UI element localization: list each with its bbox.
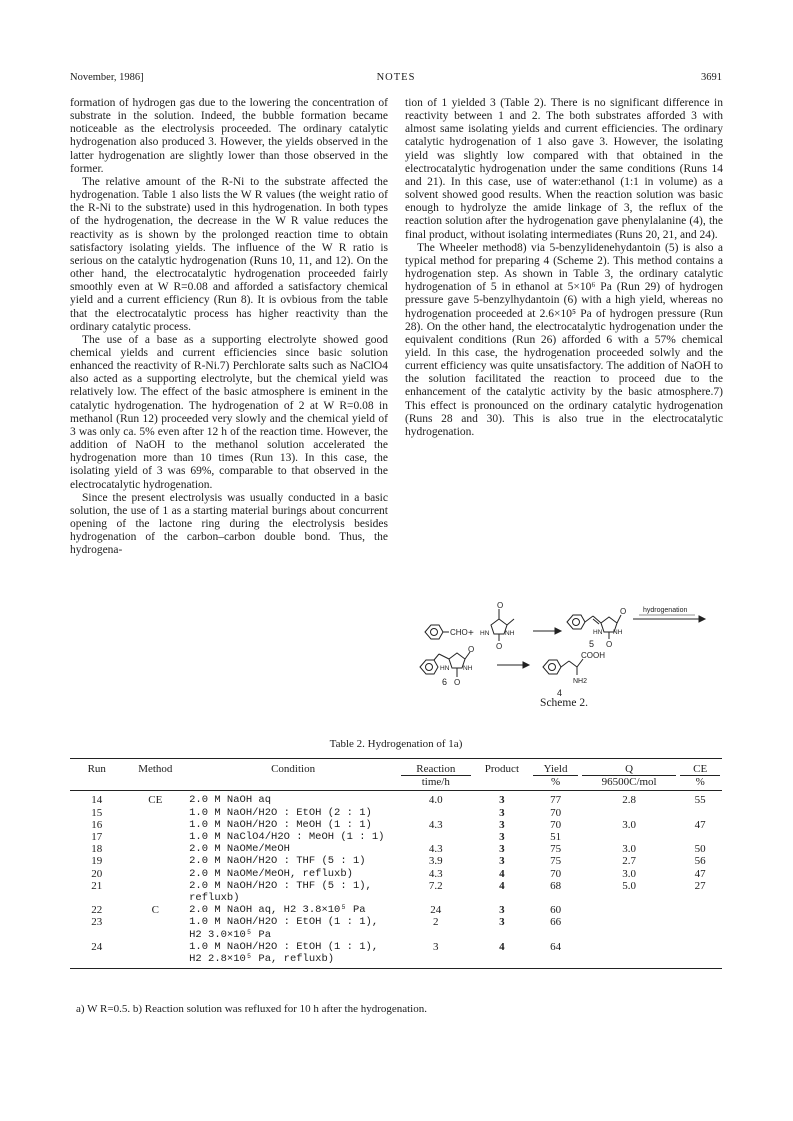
cell-run: 19 (91, 855, 103, 868)
cell-condition (187, 855, 399, 867)
table-row (70, 831, 722, 843)
cell-run: 18 (91, 843, 103, 856)
paragraph: The use of a base as a supporting electrolyte showed good chemical yields and current efficiencies since basic solution enhanced the reactivity of R-Ni.7) Perchlorate salts such as NaClO4 also acted as a supporting electrolyte, but the chemical yield was relatively low. The effect of the basic atmosphere is eminent in the catalytic hydrogenation. The hydrogenation of 2 at W R=0.08 in methanol (Run 12) proceeded very slowly and the chemical yield of 3 was only ca. 5% even after 12 h of the reaction time. However, the addition of NaOH to the methanol solution accelerated the hydrogenation more than 10 times (Run 13). In this case, the isolating yield of 3 was 69%, comparable to that observed in the electrocatalytic hydrogenation. (70, 333, 388, 491)
cell-run: 21 (91, 879, 103, 892)
cell-ce: 27 (694, 879, 706, 892)
cell-time: 2 (433, 916, 439, 929)
cell-product: 4 (499, 867, 505, 880)
cell-ce: 47 (694, 867, 706, 880)
col-header-reaction: Reaction (399, 759, 473, 776)
cell-q: 3.0 (622, 867, 636, 880)
paragraph: tion of 1 yielded 3 (Table 2). There is no significant difference in reactivity between 1 and 2. The both substrates afforded 3 with almost same isolating yields and current efficiencies. The ordinary catalytic hydrogenation of 1 also gave 3. However, the isolating yield was slightly low compared with that obtained in the electrocatalytic hydrogenation under the same conditions (Runs 14 and 21). In this case, use of water:ethanol (1:1 in volume) as a solvent showed good results. When the reaction solution was basic enough to hydrolyze the amide linkage of 3, the reflux of the reaction solution after the hydrogenation gave phenylalanine (4), the final product, without isolating intermediates (Runs 20, 21, and 24). (405, 97, 723, 241)
cell-condition (187, 807, 399, 819)
cell-q (580, 831, 678, 843)
table-row (70, 807, 722, 819)
cell-method (124, 855, 188, 867)
condition-line: 1.0 M NaClO4/H2O : MeOH (1 : 1) (189, 831, 385, 844)
left-column (70, 97, 388, 557)
cell-condition (187, 941, 399, 969)
table-row (70, 941, 722, 969)
cell-q: 3.0 (622, 818, 636, 831)
header-date: November, 1986] (70, 72, 144, 83)
col-header-product: Product (473, 759, 532, 776)
cell-time: 3.9 (428, 855, 443, 868)
cell-run: 20 (91, 867, 103, 880)
condition-line: 1.0 M NaOH/H2O : MeOH (1 : 1) (189, 818, 372, 831)
col-header-condition: Condition (187, 759, 399, 776)
cell-condition (187, 880, 399, 904)
cell-yield: 64 (531, 941, 580, 969)
cell-method: C (151, 904, 159, 917)
condition-line: H2 2.8×10⁵ Pa, refluxb) (189, 953, 335, 966)
atom-label: HN (593, 629, 603, 636)
cell-yield: 77 (550, 794, 562, 807)
condition-line: H2 3.0×10⁵ Pa (189, 928, 272, 941)
table-row (70, 855, 722, 867)
cell-yield: 75 (550, 843, 562, 856)
cell-condition (187, 868, 399, 880)
cell-yield: 66 (550, 916, 562, 929)
cell-product: 3 (499, 831, 505, 844)
cell-time (399, 807, 473, 819)
atom-label: NH (613, 629, 623, 636)
cell-q: 2.8 (622, 794, 636, 807)
cell-product: 3 (499, 843, 505, 856)
cell-product: 3 (499, 806, 505, 819)
benzene-ring (420, 660, 438, 674)
atom-label: O (497, 601, 504, 610)
col-unit-ce: % (680, 775, 720, 788)
cell-run: 23 (91, 916, 103, 929)
atom-label: HN (480, 630, 490, 637)
compound-label-4: 4 (557, 688, 563, 698)
cell-method (124, 880, 188, 904)
compound-label-5: 5 (589, 639, 595, 649)
col-unit-yield: % (533, 775, 578, 788)
col-header-yield: Yield (531, 759, 580, 776)
condition-line: 2.0 M NaOH aq (189, 794, 272, 807)
cell-method (124, 831, 188, 843)
cell-product: 3 (499, 855, 505, 868)
cell-time: 4.3 (428, 867, 443, 880)
cell-yield: 68 (550, 879, 562, 892)
cell-method (124, 807, 188, 819)
cell-yield: 60 (550, 904, 562, 917)
table-row (70, 843, 722, 855)
table-caption: Table 2. Hydrogenation of 1a) (329, 738, 463, 750)
paragraph: formation of hydrogen gas due to the lowering the concentration of substrate in the solution. Indeed, the bubble formation became noticeable as the electrolysis proceeded. The ordinary catalytic hydrogenation also produced 3. However, the yields observed in the latter hydrogenation are slightly lower than those observed in the former. (70, 97, 388, 175)
cell-yield: 70 (550, 806, 562, 819)
cell-time: 24 (430, 904, 442, 917)
cell-yield: 70 (550, 818, 562, 831)
condition-line: 2.0 M NaOH/H2O : THF (5 : 1), refluxb) (189, 879, 372, 905)
cooh-label: COOH (581, 651, 605, 660)
cell-product: 3 (499, 904, 505, 917)
arrow-label: hydrogenation (643, 607, 688, 614)
plus-sign: + (468, 628, 474, 639)
condition-line: 1.0 M NaOH/H2O : EtOH (1 : 1), (189, 916, 379, 929)
cell-method (124, 843, 188, 855)
cell-condition (187, 819, 399, 831)
cell-product: 3 (499, 916, 505, 929)
cell-ce (678, 831, 722, 843)
cell-q (580, 916, 678, 940)
cell-run: 17 (91, 831, 103, 844)
cell-time: 4.3 (428, 843, 443, 856)
cell-q (580, 904, 678, 916)
cell-time: 3 (399, 941, 473, 969)
cell-q (580, 941, 678, 969)
cell-product: 4 (473, 941, 532, 969)
nh2-label: NH2 (573, 678, 588, 685)
cell-q: 5.0 (622, 879, 636, 892)
page-header (70, 72, 722, 88)
atom-label: NH (505, 630, 515, 637)
right-column (405, 97, 723, 439)
paragraph: Since the present electrolysis was usually conducted in a basic solution, the use of 1 as a starting material burings about concurrent opening of the lactone ring during the electrolysis besides hydrogenation of the carbon–carbon double bond. Thus, the hydrogena- (70, 491, 388, 557)
table-row (70, 868, 722, 880)
cell-method (124, 941, 188, 969)
cell-condition (187, 791, 399, 807)
table-2 (70, 758, 722, 969)
table-row (70, 791, 722, 807)
cell-time: 7.2 (428, 879, 443, 892)
cell-time: 4.3 (428, 818, 443, 831)
aromatic-circle (431, 629, 438, 636)
cell-yield: 51 (550, 831, 562, 844)
condition-line: 1.0 M NaOH/H2O : EtOH (1 : 1), (189, 940, 379, 953)
cell-condition (187, 916, 399, 940)
compound-label-6: 6 (442, 677, 448, 687)
cell-ce (678, 941, 722, 969)
cell-time: 4.0 (428, 794, 443, 807)
paragraph: The relative amount of the R-Ni to the substrate affected the hydrogenation. Table 1 also lists the W R values (the weight ratio of the R-Ni to the substrate) used in this hydrogenation. In both types of the hydrogenation, the decrease in the W R value reduces the reactivity as is shown by the prolonged reaction time to obtain satisfactory isolating yields. The influence of the W R ratio is serious on the catalytic hydrogenation (Runs 10, 11, and 12). On the other hand, the electrocatalytic hydrogenation proceeded fairly smoothly even at W R=0.08 and afforded a satisfactory chemical yield and a current efficiency (Run 8). It is ovbious from the table that the electrocatalytic process has higher reactivity than the ordinary catalytic process. (70, 175, 388, 333)
cell-q (580, 807, 678, 819)
col-header-run: Run (70, 759, 124, 776)
table-row (70, 904, 722, 916)
atom-label: NH (463, 665, 473, 672)
atom-label: O (468, 645, 475, 654)
table-row (70, 880, 722, 904)
cell-yield: 70 (550, 867, 562, 880)
cell-product: 3 (499, 818, 505, 831)
cell-yield: 75 (550, 855, 562, 868)
table-row (70, 819, 722, 831)
atom-label: O (606, 640, 613, 649)
cell-ce (678, 904, 722, 916)
cell-method (124, 819, 188, 831)
cell-ce: 55 (694, 794, 706, 807)
cell-run: 15 (91, 806, 103, 819)
atom-label: HN (440, 665, 450, 672)
cell-q: 3.0 (622, 843, 636, 856)
benzene-ring (425, 625, 443, 639)
condition-line: 2.0 M NaOMe/MeOH, refluxb) (189, 867, 353, 880)
cell-method (124, 868, 188, 880)
cell-method (124, 916, 188, 940)
cell-run: 24 (70, 941, 124, 969)
table-row (70, 916, 722, 940)
table-footnote: a) W R=0.5. b) Reaction solution was refluxed for 10 h after the hydrogenation. (76, 1003, 427, 1015)
cell-product: 3 (499, 794, 505, 807)
cell-run: 22 (91, 904, 103, 917)
atom-label: O (454, 678, 461, 687)
cell-condition (187, 831, 399, 843)
col-unit-time: time/h (401, 775, 471, 788)
col-header-ce: CE (678, 759, 722, 776)
col-header-method: Method (124, 759, 188, 776)
cell-product: 4 (499, 879, 505, 892)
atom-label: O (496, 642, 503, 651)
cell-time (399, 831, 473, 843)
cell-ce: 50 (694, 843, 706, 856)
cell-ce: 47 (694, 818, 706, 831)
condition-line: 2.0 M NaOH/H2O : THF (5 : 1) (189, 855, 366, 868)
col-unit-q: 96500C/mol (582, 775, 676, 788)
cell-q: 2.7 (622, 855, 636, 868)
header-section: NOTES (376, 72, 416, 83)
condition-line: 2.0 M NaOH aq, H2 3.8×10⁵ Pa (189, 904, 366, 917)
cell-ce (678, 916, 722, 940)
cell-condition (187, 843, 399, 855)
atom-label: O (620, 607, 627, 616)
cell-run: 14 (91, 794, 103, 807)
cell-ce (678, 807, 722, 819)
cell-ce: 56 (694, 855, 706, 868)
col-header-q: Q (580, 759, 678, 776)
scheme-caption: Scheme 2. (540, 697, 588, 709)
cell-method: CE (148, 794, 163, 807)
cell-run: 16 (91, 818, 103, 831)
condition-line: 1.0 M NaOH/H2O : EtOH (2 : 1) (189, 806, 372, 819)
benzene-ring (567, 615, 585, 629)
cell-condition (187, 904, 399, 916)
condition-line: 2.0 M NaOMe/MeOH (189, 843, 290, 856)
page-number: 3691 (701, 72, 722, 83)
cho-label: CHO (450, 628, 468, 637)
benzene-ring (543, 660, 561, 674)
paragraph: The Wheeler method8) via 5-benzylidenehydantoin (5) is also a typical method for preparing 4 (Scheme 2). This method contains a hydrogenation step. As shown in Table 3, the ordinary catalytic hydrogenation of 5 in ethanol at 5×10⁶ Pa (Run 29) of hydrogen pressure gave 5-benzylhydantoin (6) with a high yield, whereas no hydrogenation proceeded at 2.6×10⁵ Pa of hydrogen pressure (Run 28). On the other hand, the electrocatalytic hydrogenation under the equivalent conditions (Run 26) afforded 6 with a 57% chemical yield. In this case, the hydrogenation proceeded solwly and the current efficiency was quite unsatisfactory. The addition of NaOH to the solution facilitated the reaction to proceed due to the enhancement of the catalytic activity by the basic atmosphere.7) This effect is pronounced on the ordinary catalytic hydrogenation (Runs 28 and 30). This is also true in the electrocatalytic hydrogenation. (405, 241, 723, 438)
